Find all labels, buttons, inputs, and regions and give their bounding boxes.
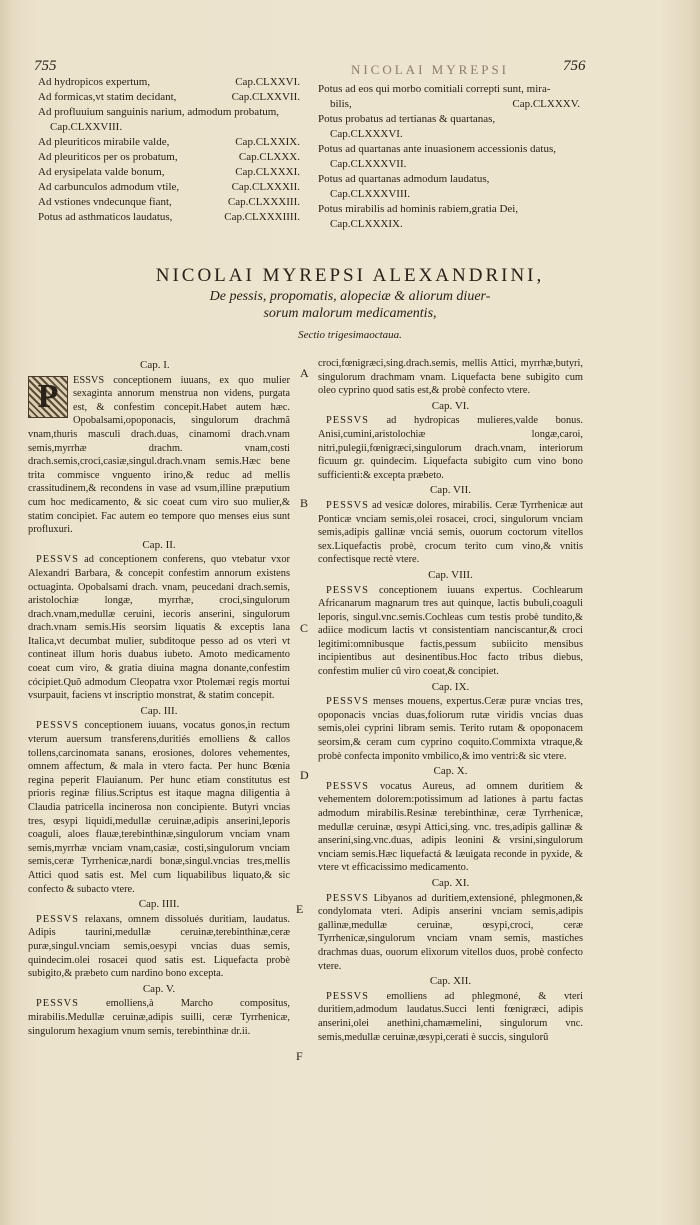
toc-entry-cap: [574, 142, 580, 157]
chapter-heading: Cap. XI.: [431, 876, 470, 889]
toc-entry-text: Ad hydropicos expertum,: [38, 76, 151, 88]
chapter-heading: Cap. V.: [142, 982, 176, 995]
toc-entry-text: Ad erysipelata valde bonum,: [38, 166, 165, 178]
paragraph-lead: PESSVS: [326, 584, 369, 596]
chapter-heading: Cap. IIII.: [138, 898, 180, 911]
page-number-right: 756: [563, 58, 586, 74]
paragraph-text: relaxans, omnem dissolués duritiam, laudatus. Adipis taurini,medullæ ceruinæ,terebinthinæ,ceræ puræ,singul.vnciam semis,oesypi vncias duas semis, quindecim.olei rosacei quod satis est. Liquefacta probè subigito,& præbeto cum nardino bono excepta.: [28, 913, 290, 980]
margin-letter-a: A: [300, 366, 309, 380]
section-number: Sectio trigesimaoctaua.: [298, 329, 402, 341]
paragraph-lead: PESSVS: [326, 780, 369, 792]
toc-entry: [318, 82, 580, 97]
paragraph-lead: PESSVS: [36, 998, 79, 1010]
toc-entry-text: Ad pleuriticos mirabile valde,: [38, 136, 170, 148]
toc-entry-text: Cap.CLXXXVII.: [330, 158, 407, 170]
toc-entry-text: Cap.CLXXXIX.: [330, 218, 403, 230]
toc-entry-cap: Cap.CLXXVI.: [235, 76, 300, 88]
toc-entry-cap: Cap.CLXXVII.: [231, 91, 300, 103]
toc-entry-cap: [574, 82, 580, 97]
paragraph: [28, 913, 290, 981]
toc-entry-cap: [574, 157, 580, 172]
toc-right: [318, 82, 580, 232]
paragraph-lead: PESSVS: [36, 913, 79, 925]
paragraph-text: menses mouens, expertus.Ceræ puræ vncias tres, opoponacis vncias duas,foliorum rutæ viridis vncias duas semis,olei cyprini libram semis. Terito rutam & opoponacem seorsim,& ceram cum cyprino coquito.Commixta vtraque,& probè confecta imponito vmbilico,& imo ventri:& sic vtere.: [318, 696, 583, 762]
paragraph-lead: PESSVS: [326, 892, 369, 904]
toc-entry: [38, 150, 300, 165]
paragraph-text: ad conceptionem conferens, quo vtebatur vxor Alexandri Barbara, & concepit confestim annorum existens octuaginta. Opobalsami drach. vnam, peucedani drach.semis, aristolochiæ longæ, myrrhæ, croci,singulorum drach.vnam,medullæ ceruini, iecoris anserini, singulorum drach.vnam semis.His seorsim liquatis & exceptis lana Italica,vt decumbat mulier, subditoque pesso ad os vteri vt contineat illum horis duabus iubeto. Amoto medicamento coeat cum viro, & gratia diuina magna donante,confestim cócipiet.Quõ admodum Cleopatra vxor Ptolemæi regis mortui vsurpauit, faciens vt inscriptio monstrat, & statim concepit.: [28, 554, 290, 702]
toc-entry-cap: [294, 105, 300, 120]
paragraph-text: vocatus Aureus, ad omnem duritiem & vehementem dolorem:potissimum ad lationes à partu factas admodum mirabilis.Resinæ terebinthinæ, ceræ Tyrrhenicæ, medullæ ceruinæ, œsypi Attici,sing. vnc. tres,adipis gallinæ & anserini,sing.vnc.duas, adipis leonini & vrsini,singulorum vnciam semis.Hæc liquefactá & læuigata reconde in pyxide, & vtere vt efficacissimo medicamento.: [318, 780, 583, 874]
margin-letter-f: F: [296, 1049, 303, 1063]
toc-entry-text: Cap.CLXXXVIII.: [330, 188, 411, 200]
paragraph: [28, 374, 290, 537]
toc-entry-cap: [574, 187, 580, 202]
margin-letter-c: C: [300, 621, 309, 635]
section-subtitle-line: De pessis, propomatis, alopeciæ & aliorum diuer-: [209, 289, 491, 304]
section-title: NICOLAI MYREPSI ALEXANDRINI,: [155, 265, 545, 286]
paragraph: [28, 719, 290, 896]
toc-entry: [318, 142, 580, 157]
paragraph-lead: PESSVS: [36, 554, 79, 566]
toc-left: [38, 75, 300, 225]
toc-entry-text: Ad profluuium sanguinis narium, admodum probatum,: [38, 106, 280, 118]
text-column-right: [318, 357, 583, 1117]
toc-entry: [38, 75, 300, 90]
toc-entry-cap: [574, 172, 580, 187]
paragraph: [318, 892, 583, 974]
paragraph-text: emolliens ad phlegmoné, & vteri duritiem,admodum laudatus.Succi lenti fœnigræci, adipis anserini,olei anethini,chamæmelini, singulorum vnc. semis,medullæ ceruinæ,œsypi,cerati è succis, singulorũ: [318, 990, 583, 1043]
toc-entry-text: Potus ad quartanas ante inuasionem accessionis datus,: [318, 143, 556, 155]
paragraph-lead: PESSVS: [326, 415, 369, 427]
running-head: NICOLAI MYREPSI: [350, 62, 510, 77]
text-column-left: [28, 357, 290, 1112]
paragraph: [318, 695, 583, 763]
toc-entry-text: Potus ad asthmaticos laudatus,: [38, 211, 173, 223]
toc-entry-cap: Cap.CLXXXIIII.: [224, 211, 300, 223]
toc-entry-text: Potus probatus ad tertianas & quartanas,: [318, 113, 496, 125]
toc-entry-cap: Cap.CLXXXV.: [512, 98, 580, 110]
toc-entry: [38, 180, 300, 195]
decorated-initial: P: [28, 376, 68, 418]
chapter-heading: Cap. VII.: [429, 484, 472, 497]
chapter-heading: Cap. I.: [140, 359, 170, 371]
section-subtitle: [0, 288, 700, 322]
toc-entry-text: Ad carbunculos admodum vtile,: [38, 181, 180, 193]
toc-entry-text: Cap.CLXXXVI.: [330, 128, 403, 140]
toc-entry-cap: Cap.CLXXXI.: [235, 166, 300, 178]
toc-entry-cap: Cap.CLXXXIII.: [227, 196, 300, 208]
paragraph-text: ad vesicæ dolores, mirabilis. Ceræ Tyrrhenicæ aut Ponticæ vnciam semis,olei rosacei, croci, singulorum vnciam semis,adipis gallinæ vnciá semis, ouorum coctorum vitellos sex.Liquefactis probè, crocum terito cum vino,& vnitis confectisque rectè vtere.: [318, 499, 583, 566]
page-number-left: 755: [34, 58, 57, 74]
toc-entry-cap: [574, 202, 580, 217]
paragraph-text: Libyanos ad duritiem,extensioné, phlegmonen,& condylomata vteri. Adipis anserini vnciam semis,adipis gallinæ,medullæ ceruinæ, œsypi,croci, ceræ Tyrrhenicæ,singulorum vnciam vnam semis, mastiches drachmas duas, ouorum elixorum vitellos duos, probè confecto vtere.: [318, 892, 583, 972]
paragraph-text: ESSVS conceptionem iuuans, ex quo mulier sexaginta annorum menstrua non videns, purgata est, & confestim concepit.Habet autem hæc. Opobalsami,opoponacis, singulorum drachmã vnam,thuris masculi drach.duas, cinamomi drach.vnam semis,myrrhæ drachm. vnam,costi drach.semis,croci,casiæ,singul.drach.vnam semis.Hæc bene trita commisce vnguento irino,& reduc ad mellis crassitudinem,& recondens in vase ad vsum,illine præputium cum hoc medicamento, & sic coeat cum viro suo mulier,& statim concipiet. Fac autem eo tempore quo menses eius sunt profluxuri.: [28, 374, 290, 536]
paragraph-lead: PESSVS: [326, 499, 369, 511]
toc-entry-cap: Cap.CLXXIX.: [235, 136, 300, 148]
section-subtitle-line: sorum malorum medicamentis,: [263, 306, 437, 321]
paragraph: [28, 553, 290, 703]
toc-entry-cap: [574, 127, 580, 142]
toc-entry: [38, 105, 300, 120]
toc-entry: [38, 210, 300, 225]
paragraph: [318, 499, 583, 567]
toc-entry-cap: [574, 112, 580, 127]
toc-entry-cap: [294, 120, 300, 135]
paragraph: [318, 990, 583, 1044]
toc-entry: [38, 165, 300, 180]
toc-entry-text: Potus ad eos qui morbo comitiali correpti sunt, mira-: [318, 83, 551, 95]
toc-entry-text: Ad formicas,vt statim decidant,: [38, 91, 177, 103]
toc-entry: [318, 112, 580, 127]
paragraph-lead: PESSVS: [326, 696, 369, 708]
toc-entry: [38, 120, 300, 135]
chapter-heading: Cap. X.: [433, 765, 468, 778]
toc-entry: [38, 135, 300, 150]
chapter-heading: Cap. XII.: [429, 975, 472, 988]
toc-entry: [318, 97, 580, 112]
toc-entry-cap: [574, 217, 580, 232]
paragraph-lead: PESSVS: [326, 990, 369, 1002]
toc-entry: [318, 202, 580, 217]
margin-letter-b: B: [300, 496, 309, 510]
toc-entry-text: Cap.CLXXVIII.: [50, 121, 123, 133]
paragraph-text: conceptionem iuuans, vocatus gonos,in rectum vterum auersum transferens,duritiés emolliens & callos tollens,carcinomata sanans, erosiones, dolores vehementes, omnem affectum, & mala in vtero facta. Per hunc Bœnia regina peperit Flauianum. Per hunc etiam constitutus est prioris reginæ filius.Scriptus est itaque magna diligentia à Claudia patricella incinerosa non concipiente. Butyri vncias tres, œsypi liquidi,medullæ ceruinæ,adipis anserini,leporis coaguli, aloes flauæ,terebinthinæ,singulorum vnciam vnam semis,myrrhæ vnciam vnam,casiæ, costi,singulorum vnciam semis,ceræ Tyrrhenicæ,nardi bonæ,singul.vncias tres,mellis Attici quod satis est. Mel cum liquabilibus liquato,& sic confecto & subacto vtere.: [28, 720, 290, 895]
toc-entry-text: Potus mirabilis ad hominis rabiem,gratia Dei,: [318, 203, 519, 215]
margin-letter-e: E: [296, 902, 304, 916]
toc-entry: [318, 172, 580, 187]
toc-entry-text: Ad vstiones vndecunque fiant,: [38, 196, 172, 208]
toc-entry-text: Potus ad quartanas admodum laudatus,: [318, 173, 490, 185]
paragraph: [318, 780, 583, 875]
paragraph: [318, 584, 583, 679]
toc-entry: [38, 90, 300, 105]
paragraph-text: ad hydropicas mulieres,valde bonus. Anisi,cumini,aristolochiæ longæ,caroi, nitri,pulegii,fœnigræci,singulorum drach.vnam, interiorum ficuum gr. quindecim. Liquefacta subigito cum vino bono sufficienti:& excepta præbeto.: [318, 415, 583, 481]
toc-entry: [318, 157, 580, 172]
margin-letter-d: D: [300, 768, 309, 782]
chapter-heading: Cap. VIII.: [428, 568, 473, 581]
toc-entry: [38, 195, 300, 210]
paragraph: [28, 997, 290, 1038]
toc-entry: [318, 187, 580, 202]
paragraph-lead: PESSVS: [36, 720, 79, 732]
toc-entry-text: Ad pleuriticos per os probatum,: [38, 151, 178, 163]
toc-entry-cap: Cap.CLXXXII.: [231, 181, 300, 193]
chapter-heading: Cap. II.: [142, 538, 176, 551]
paragraph-text: emolliens,à Marcho compositus, mirabilis.Medullæ ceruinæ,adipis suilli, ceræ Tyrrhenicæ, singulorum hexagium vnum semis, terebinthinæ dr.ii.: [28, 998, 290, 1037]
chapter-heading: Cap. IX.: [431, 680, 470, 693]
paragraph: [318, 414, 583, 482]
toc-entry: [318, 217, 580, 232]
chapter-heading: Cap. III.: [140, 704, 178, 717]
toc-entry: [318, 127, 580, 142]
toc-entry-cap: Cap.CLXXX.: [238, 151, 300, 163]
chapter-heading: Cap. VI.: [431, 399, 470, 412]
paragraph-text: conceptionem iuuans expertus. Cochlearum Africanarum magnarum tres aut quinque, lactis bubuli,coaguli leporis, singul.vnc.semis.Cochleas cum testis probè tundito,& adiice modicum lactis vt consistentiam nanciscantur,& croci legitimi:omnibusque factis,pessum subiicito mensibus incipientibus aut desinentibus.Hoc facto tribus diebus, confestim mulier cũ viro coeat,& concipiet.: [318, 584, 583, 678]
toc-entry-text: bilis,: [330, 98, 352, 110]
paragraph: croci,fœnigræci,sing.drach.semis, mellis Attici, myrrhæ,butyri, singulorum drachmam vnam. Liquefacta bene subigito cum oleo cyprino quod satis est,& probè confecto vtere.: [318, 358, 583, 397]
